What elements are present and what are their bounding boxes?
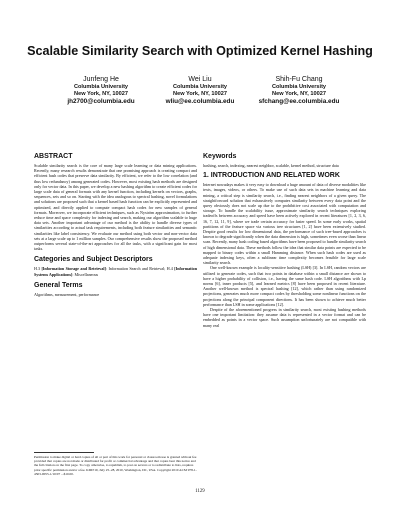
author-affiliation: Columbia University (271, 84, 327, 90)
category-primary: [Information Storage and Retrieval] (41, 266, 106, 272)
author-name: Shih-Fu Chang (275, 76, 323, 83)
page-number: 1129 (195, 489, 205, 494)
keywords-heading: Keywords (203, 153, 237, 160)
author-email: jh2700@columbia.edu (67, 97, 135, 105)
intro-paragraph: Despite of the aforementioned progress in similarity search, most existing hashing methods have one important limitation: they assume data is represented in a vector format and can be embedded as points in a vector space. Such assumption unfortunately are not compatible with many real (203, 307, 366, 328)
author-name: Wei Liu (188, 76, 212, 83)
general-terms-text: Algorithms, measurement, performance (34, 291, 100, 297)
author-3 (250, 76, 348, 105)
categories-heading: Categories and Subject Descriptors (34, 256, 153, 264)
category-rest: : Information Search and Retrieval; H.4 (105, 266, 173, 272)
abstract-text: Scalable similarity search is the core of many large scale learning or data mining applications. Recently, many research results demonstrate that one promising approach is creating compact and efficient hash codes that preserve data similarity. By efficient, we refer to the low correlation (and thus low redundancy) among generated codes. However, most existing hash methods are designed only for vector data. In this paper, we develop a new hashing algorithm to create efficient codes for large scale data of general formats with any kernel function, including kernels on vectors, graphs, sequences, sets and so on. Starting with the idea analogous to spectral hashing, novel formulations and solutions are proposed such that a kernel based hash function can be explicitly represented and optimized, and directly applied to compute compact hash codes for new samples of general formats. Moreover, we incorporate efficient techniques, such as Nyström approximation, to further reduce time and space complexity for indexing and search, making our algorithm scalable to huge data sets. Another important advantage of our method is the ability to handle diverse types of similarities according to actual task requirements, including both feature similarities and semantic similarities like label consistency. We evaluate our method using both vector and non-vector data sets at a large scale up to 1 million samples. Our comprehensive results show the proposed method outperforms several state-of-the-art approaches for all the tasks, with a significant gain for most tasks. (34, 163, 197, 252)
category-secondary: [Information Systems Applications] (34, 266, 197, 277)
intro-paragraph: Internet nowadays makes it very easy to download a huge amount of data of diverse modalities like texts, images, videos, or others. To make use of such data sets in machine learning and data mining, a critical step is similarity search, i.e., finding nearest neighbors of a given query. The straightforward solution that exhaustively computes similarity between every data point and the query obviously does not scale up due to the prohibitive cost associated with computation and storage. To handle the scalability issue, approximate similarity search techniques exploring tradeoffs between accuracy and speed have been actively explored in recent literatures [1, 2, 3, 6, 16, 7, 12, 11, 9], where we trade certain accuracy for faster speed. In some early works, spatial partitions of the feature space via various tree structures [1, 2] have been extensively studied. Despite good results for low dimensional data, the performance of such tree-based approaches is known to degrade significantly when the data dimension is high, sometimes even worse than linear scan. Recently, many hash coding based algorithms have been proposed to handle similarity search of high dimensional data. These methods follow the idea that similar data points are expected to be mapped to binary codes within a small Hamming distance. When such hash codes are used as adequate indexing keys, often a sublinear time complexity becomes feasible for large scale similarity search. (203, 182, 366, 266)
author-email: sfchang@ee.columbia.edu (258, 97, 340, 105)
abstract-heading: ABSTRACT (34, 153, 73, 160)
left-column (34, 153, 197, 297)
author-affiliation: Columbia University (172, 84, 228, 90)
author-name: Junfeng He (83, 76, 119, 83)
author-location: New York, NY, 10027 (272, 90, 326, 97)
author-1 (52, 76, 150, 105)
author-location: New York, NY, 10027 (173, 90, 227, 97)
keywords-text: hashing, search, indexing, nearest neighbor, scalable, kernel method, structure data (203, 163, 339, 168)
copyright-footnote (34, 452, 197, 476)
right-column (203, 153, 366, 328)
author-2 (151, 76, 249, 105)
introduction-heading: 1. INTRODUCTION AND RELATED WORK (203, 172, 340, 180)
category-tail: : Miscellaneous (72, 271, 99, 277)
author-email: wliu@ee.columbia.edu (165, 97, 235, 105)
author-block (52, 76, 348, 105)
intro-paragraph: One well-known example is locality-sensitive hashing (LSH) [3]. In LSH, random vectors are utilized to generate codes, such that two points in database within a small distance are shown to have a higher probability of collision, i.e., having the same hash code. LSH algorithms with Lp norms [6], inner products [5], and learned metrics [8] have been proposed in recent literature. Another well-known method is spectral hashing [12], which rather than using randomized projections, generates much more compact codes by thresholding some nonlinear functions on the projections along the principal component directions. It has been shown to achieve much better performance than LSH in some applications [12]. (203, 265, 366, 307)
category-code: H.3 (34, 266, 41, 272)
categories-text (34, 266, 197, 276)
paper-title: Scalable Similarity Search with Optimized Kernel Hashing (27, 44, 373, 58)
author-affiliation: Columbia University (73, 84, 129, 90)
footnote-text: Permission to make digital or hard copies of all or part of this work for personal or classroom use is granted without fee provided that copies are not made or distributed for profit or commercial advantage and that copies bear this notice and the full citation on the first page. To copy otherwise, to republish, to post on servers or to redistribute to lists, requires prior specific permission and/or a fee. KDD'10, July 25–28, 2010, Washington, DC, USA. Copyright 2010 ACM 978-1-4503-0055-1/10/07 ...$10.00. (34, 455, 197, 476)
footnote-rule (34, 452, 94, 453)
author-location: New York, NY, 10027 (74, 90, 128, 97)
general-terms-heading: General Terms (34, 281, 83, 289)
